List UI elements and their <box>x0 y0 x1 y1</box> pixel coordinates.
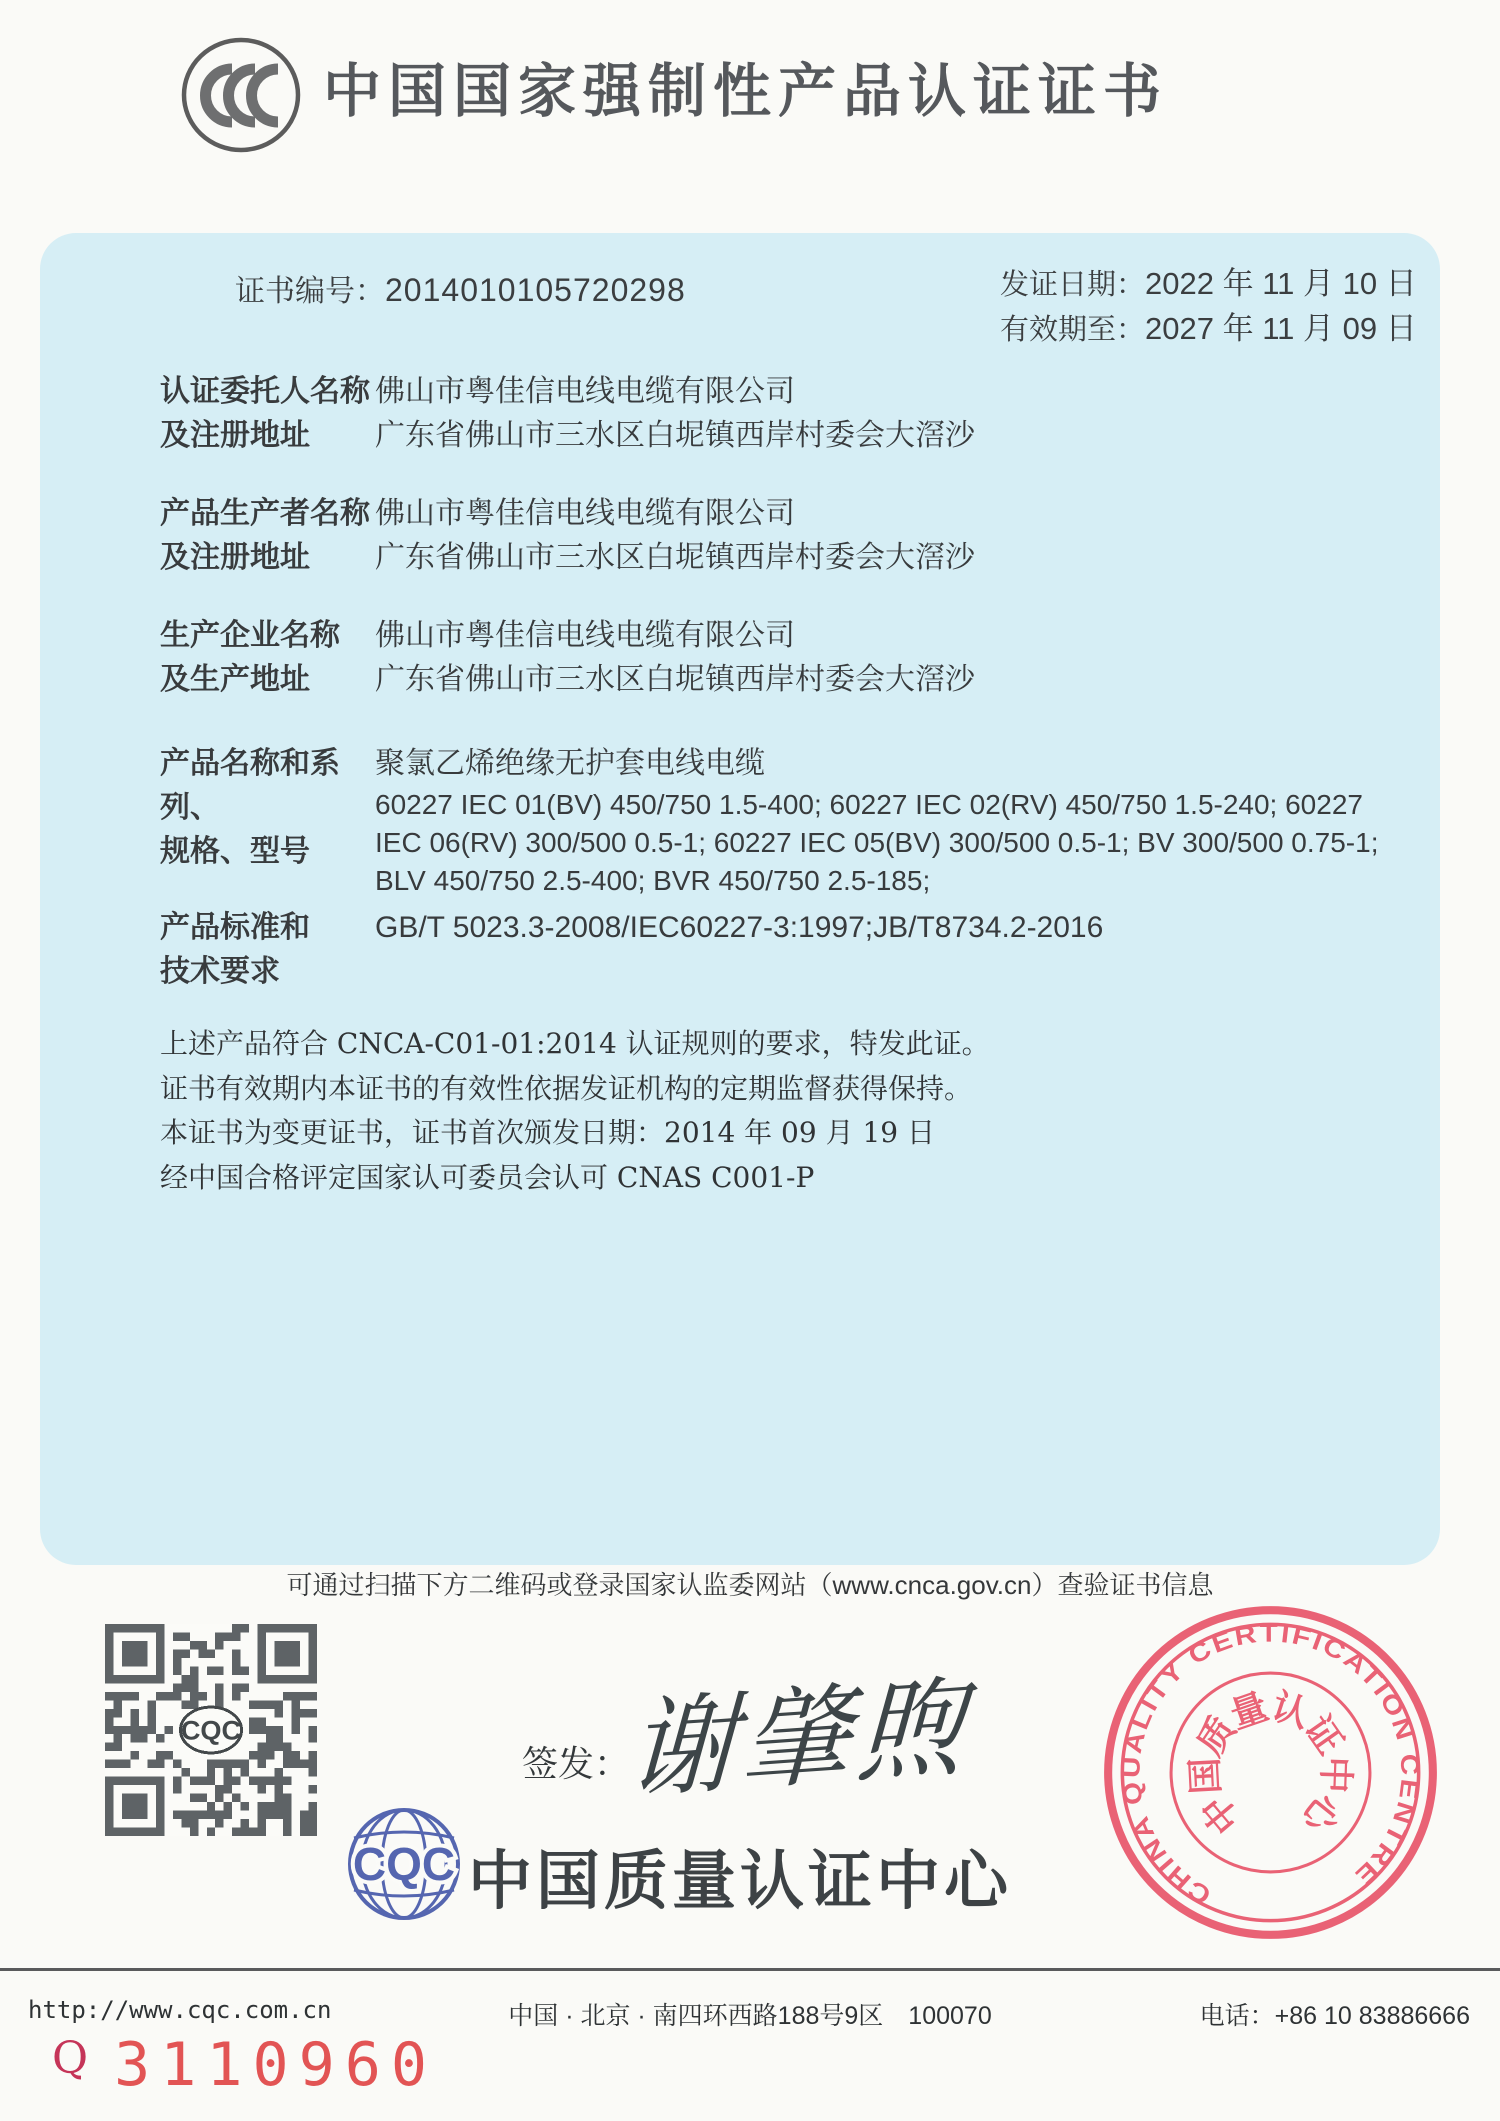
svg-text:量: 量 <box>1225 1685 1274 1737</box>
date-block <box>1000 262 1417 352</box>
qr-code <box>105 1624 317 1841</box>
statement-line: 证书有效期内本证书的有效性依据发证机构的定期监督获得保持。 <box>160 1071 973 1105</box>
standards-value: GB/T 5023.3-2008/IEC60227-3:1997;JB/T8734.2-2016 <box>375 911 1104 944</box>
producer-name-label: 产品生产者名称 及注册地址 <box>160 497 370 574</box>
certificate-number: 2014010105720298 <box>385 272 686 308</box>
svg-text:认: 认 <box>1266 1685 1315 1736</box>
applicant-name-value: 佛山市粤佳信电线电缆有限公司 广东省佛山市三水区白坭镇西岸村委会大滘沙 <box>375 375 975 452</box>
certificate-number-label: 证书编号： <box>235 274 385 309</box>
serial-number <box>52 2030 437 2100</box>
product-models: 60227 IEC 01(BV) 450/750 1.5-400; 60227 IEC 02(RV) 450/750 1.5-240; 60227 IEC 06(RV) 300/500 0.5-1; 60227 IEC 05(BV) 300/500 0.5-1; BV 300/500 0.75-1; BLV 450/750 2.5-400; BVR 450/750 2.5-185; <box>375 789 1379 896</box>
serial-prefix: Q <box>52 2033 89 2084</box>
issue-date-label: 发证日期： <box>1000 267 1146 301</box>
footer-phone: 电话：+86 10 83886666 <box>1199 2002 1470 2030</box>
statement-line: 本证书为变更证书，证书首次颁发日期：2014 年 09 月 19 日 <box>160 1116 936 1149</box>
cqc-red-seal <box>1098 1600 1443 1950</box>
seal-ring-text: CHINA QUALITY CERTIFICATION CENTRE <box>1117 1619 1424 1910</box>
serial-digits: 3110960 <box>114 2030 437 2100</box>
issue-date-row <box>1000 262 1417 307</box>
product-name-value: 聚氯乙烯绝缘无护套电线电缆 60227 IEC 01(BV) 450/750 1.5-400; 60227 IEC 02(RV) 450/750 1.5-240; 60227 IEC 06(RV) 300/500 0.5-1; 60227 IEC 05(BV) 300/500 0.5-1; BV 300/500 0.75-1; BLV 450/750 2.5-400; BVR 450/750 2.5-185; <box>375 742 1405 900</box>
svg-text:CHINA QUALITY CERTIFICATION <box>1117 1620 1424 1910</box>
cqc-logo-icon <box>346 1806 462 1927</box>
expiry-date-row <box>1000 307 1417 352</box>
verification-note: 可通过扫描下方二维码或登录国家认监委网站（www.cnca.gov.cn）查验证书信息 <box>286 1570 1214 1600</box>
issue-date: 2022 年 11 月 10 日 <box>1145 266 1417 301</box>
producer-name-value: 佛山市粤佳信电线电缆有限公司 广东省佛山市三水区白坭镇西岸村委会大滘沙 <box>375 497 975 574</box>
footer-website: http://www.cqc.com.cn <box>28 1996 332 2024</box>
svg-text:质: 质 <box>1189 1709 1244 1763</box>
footer-address: 中国 · 北京 · 南四环西路188号9区 100070 <box>508 2002 992 2030</box>
ccc-logo-icon <box>180 36 302 161</box>
statement-line: 上述产品符合 CNCA-C01-01:2014 认证规则的要求，特发此证。 <box>160 1027 990 1060</box>
footer-divider <box>0 1968 1500 1971</box>
svg-text:国: 国 <box>1183 1756 1227 1796</box>
qr-center-logo-text: CQC <box>180 1714 242 1746</box>
statement-line: 经中国合格评定国家认可委员会认可 CNAS C001-P <box>160 1160 815 1194</box>
page-title: 中国国家强制性产品认证证书 <box>323 59 1169 124</box>
issuer-name: 中国质量认证中心 <box>468 1845 1012 1917</box>
svg-text:心: 心 <box>1293 1786 1349 1841</box>
signoff-label: 签发： <box>522 1744 631 1785</box>
certificate-number-row <box>235 266 686 310</box>
svg-text:中: 中 <box>1314 1755 1357 1794</box>
svg-text:中: 中 <box>1193 1787 1248 1842</box>
factory-name-value: 佛山市粤佳信电线电缆有限公司 广东省佛山市三水区白坭镇西岸村委会大滘沙 <box>375 619 975 696</box>
issuer-signature: 谢肇煦 <box>625 1664 972 1815</box>
expiry-date: 2027 年 11 月 09 日 <box>1145 311 1417 346</box>
statement-paragraphs <box>160 1022 990 1200</box>
seal-inner-characters <box>1184 1685 1357 1842</box>
standards-label: 产品标准和 技术要求 <box>160 911 310 988</box>
product-name-label: 产品名称和系列、 规格、型号 <box>160 747 340 868</box>
applicant-name-label: 认证委托人名称 及注册地址 <box>160 375 370 452</box>
cqc-logo-text: CQC <box>352 1838 456 1890</box>
factory-name-label: 生产企业名称 及生产地址 <box>160 619 340 696</box>
expiry-date-label: 有效期至： <box>1000 312 1146 346</box>
svg-text:证: 证 <box>1296 1708 1352 1762</box>
